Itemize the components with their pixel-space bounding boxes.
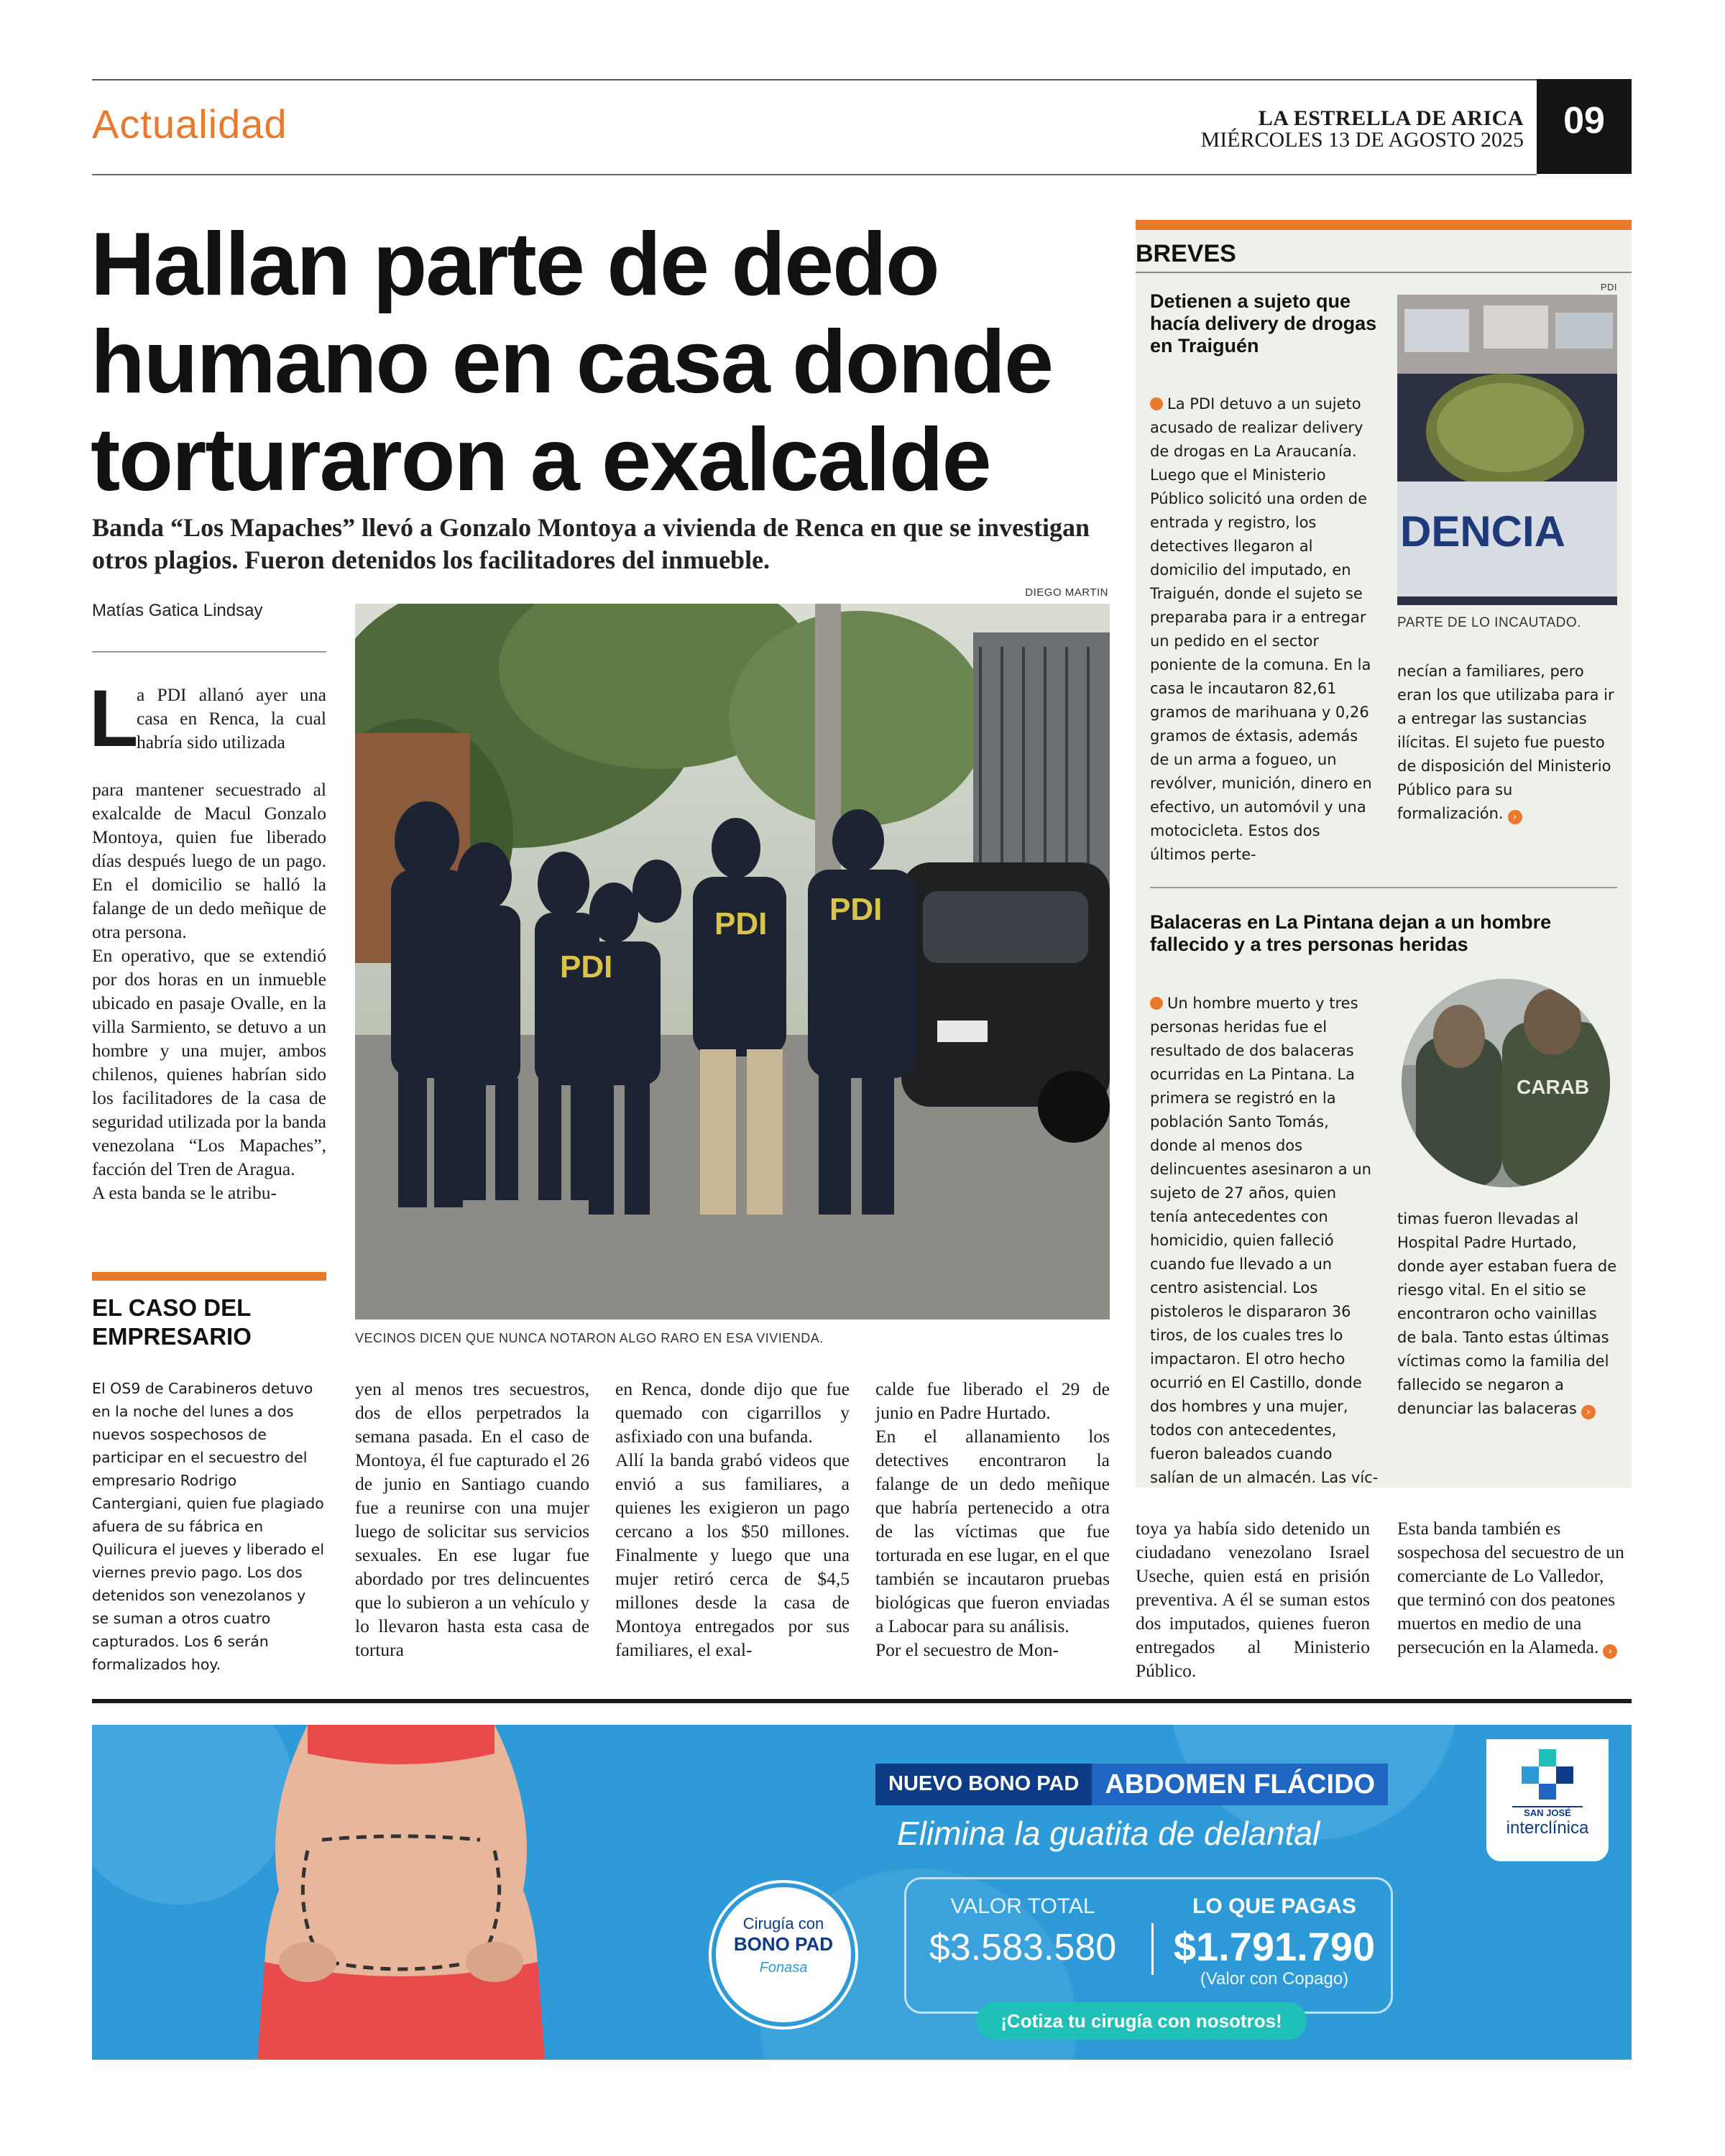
photo-credit: DIEGO MARTIN xyxy=(1025,586,1108,599)
body-col-4: calde fue liberado el 29 de junio en Padre Hurtado. En el allanamiento los detectives encontraron la falange de un dedo meñique que habría pertenecido a otra de las víctimas que fue torturada en ese lugar, en el que también se incautaron pruebas biológicas que fueron enviadas a Labocar para su análisis. Por el secuestro de Mon- xyxy=(875,1378,1110,1660)
total-value: $3.583.580 xyxy=(929,1927,1117,1968)
pay-value: $1.791.790 xyxy=(1173,1924,1376,1969)
circle-end-icon: › xyxy=(1603,1644,1617,1659)
fonasa-logo: Fonasa xyxy=(759,1960,808,1976)
brief-2-text-a: Un hombre muerto y tres personas heridas fue el resultado de dos balaceras ocurridas en La Pintana. La primera se registró en la población Santo Tomás, donde al menos dos delincuentes asesinaron a un sujeto de 27 años, quien tenía antecedentes con homicidio, quien falleció cuando fue llevado a un centro asistencial. Los pistoleros le dispararon 36 tiros, de los cuales tres lo impactaron. El otro hecho ocurrió en El Castillo, donde dos hombres y una mujer, todos con antecedentes, fueron baleados cuando salían de un almacén. Las víc- xyxy=(1150,995,1379,1486)
brief-2-headline: Balaceras en La Pintana dejan a un hombre fallecido y a tres personas heridas xyxy=(1150,911,1552,955)
logo-top: SAN JOSÉ xyxy=(1512,1806,1583,1818)
logo-main: interclínica xyxy=(1506,1818,1589,1838)
brief-1-text-b-wrap xyxy=(1397,660,1617,826)
brief-1-text-a: La PDI detuvo a un sujeto acusado de realizar delivery de drogas en La Araucanía. Luego que el Ministerio Público solicitó una orden de entrada y registro, los detectives llegaron al domicilio del imputado, en Traiguén, donde el sujeto se preparaba para ir a entregar un pedido en el sector poniente de la comuna. En la casa le incautaron 82,61 gramos de marihuana y 0,26 gramos de éxtasis, además de un arma a fogueo, un revólver, munición, dinero en efectivo, un automóvil y una motocicleta. Estos dos últimos perte- xyxy=(1150,395,1372,863)
evidence-word: DENCIA xyxy=(1400,507,1566,556)
brief-2-photo xyxy=(1402,979,1610,1187)
headline-line-2: humano en casa donde xyxy=(91,313,1053,412)
pay-note: (Valor con Copago) xyxy=(1200,1969,1349,1989)
circle-end-icon: › xyxy=(1581,1405,1596,1419)
body-col-6-wrap xyxy=(1397,1516,1632,1659)
brief-1-photo-caption: PARTE DE LO INCAUTADO. xyxy=(1397,615,1581,630)
brief-2-text-b: timas fueron llevadas al Hospital Padre Hurtado, donde ayer estaban fuera de riesgo vital. En el sitio se encontraron ocho vainillas de bala. Tanto estas últimas víctimas como la familia del fallecido se negaron a denunciar las balaceras xyxy=(1397,1210,1617,1417)
pay-label: LO QUE PAGAS xyxy=(1192,1894,1356,1918)
ad-tagline: Elimina la guatita de delantal xyxy=(897,1815,1320,1852)
sidebar-title xyxy=(92,1294,252,1351)
circle-end-icon: › xyxy=(1508,810,1522,824)
breves-title: BREVES xyxy=(1136,240,1236,267)
photo-caption: VECINOS DICEN QUE NUNCA NOTARON ALGO RARO EN ESA VIVIENDA. xyxy=(355,1331,824,1345)
badge-abdomen: ABDOMEN FLÁCIDO xyxy=(1092,1764,1388,1805)
circle-line-1: Cirugía con xyxy=(742,1915,824,1932)
badge-nuevo: NUEVO BONO PAD xyxy=(875,1764,1092,1805)
newspaper-name: LA ESTRELLA DE ARICA xyxy=(1258,106,1524,130)
vest-label: PDI xyxy=(829,892,883,927)
price-divider xyxy=(1151,1923,1154,1975)
cta-button[interactable]: ¡Cotiza tu cirugía con nosotros! xyxy=(976,2002,1307,2040)
deck: Banda “Los Mapaches” llevó a Gonzalo Montoya a vivienda de Renca en que se investigan otros plagios. Fueron detenidos los facilitadores del inmueble. xyxy=(92,513,1090,574)
ad-background xyxy=(92,1725,1632,2060)
headline xyxy=(91,216,1126,509)
interclinica-logo xyxy=(1486,1739,1609,1861)
sidebar-title-1: EL CASO DEL xyxy=(92,1294,252,1321)
headline-line-1: Hallan parte de dedo xyxy=(91,215,939,314)
brief-1-photo-credit: PDI xyxy=(1600,282,1617,292)
brief-2-text-b-wrap xyxy=(1397,1207,1617,1421)
uniform-label: CARAB xyxy=(1517,1076,1590,1098)
body-col-5: toya ya había sido detenido un ciudadano venezolano Israel Useche, quien está en prisión preventiva. A él se suman estos dos imputados, quienes fueron entregados al Ministerio Público. xyxy=(1136,1518,1370,1681)
issue-date: MIÉRCOLES 13 DE AGOSTO 2025 xyxy=(1200,128,1524,152)
circle-line-2: BONO PAD xyxy=(733,1933,834,1955)
vest-label: PDI xyxy=(714,906,768,941)
body-col-6: Esta banda también es sospechosa del secuestro de un comerciante de Lo Valledor, que terminó con dos peatones muertos en medio de una persecución en la Alameda. xyxy=(1397,1518,1624,1657)
byline: Matías Gatica Lindsay xyxy=(92,601,263,620)
body-col-2: yen al menos tres secuestros, dos de ellos perpetrados la semana pasada. En el caso de Montoya, él fue capturado el 26 de junio en Santiago cuando fue a reunirse con una mujer luego de solicitar sus servicios sexuales. En ese lugar fue abordado por tres delincuentes que lo subieron a un vehículo y lo llevaron hasta esta casa de tortura xyxy=(355,1378,589,1660)
bullet-icon xyxy=(1150,397,1163,410)
vest-label: PDI xyxy=(560,949,613,985)
carabineros-photo xyxy=(1402,979,1610,1187)
headline-line-3: torturaron a exalcalde xyxy=(91,410,990,510)
lead-body: para mantener secuestrado al exalcalde de Macul Gonzalo Montoya, quien fue liberado días después luego de un pago. En el domicilio se halló la falange de un dedo meñique de otra persona. En operativo, que se extendió por dos horas en un inmueble ubicado en pasaje Ovalle, en la villa Sarmiento, se detuvo a un hombre y una mujer, ambos chilenos, quienes habrían sido los facilitadores de la casa de seguridad utilizada por la banda venezolana “Los Mapaches”, facción del Tren de Aragua. A esta banda se le atribu- xyxy=(92,779,326,1203)
body-col-3: en Renca, donde dijo que fue quemado con cigarrillos y asfixiado con una bufanda. Allí la banda grabó videos que envió a sus familiares, a quienes les exigieron un pago cercano a los $50 millones. Finalmente y luego que una mujer retiró cerca de $4,5 millones desde la casa de Montoya entregados por sus familiares, el exal- xyxy=(615,1378,850,1660)
lead-first: a PDI allanó ayer una casa en Renca, la cual habría sido utilizada xyxy=(137,684,326,752)
police-raid-photo xyxy=(355,604,1110,1319)
bullet-icon xyxy=(1150,997,1163,1010)
total-label: VALOR TOTAL xyxy=(950,1894,1095,1918)
main-photo xyxy=(355,604,1110,1319)
brief-1-photo xyxy=(1397,295,1617,605)
sidebar-text: El OS9 de Carabineros detuvo en la noche del lunes a dos nuevos sospechosos de participar en el secuestro del empresario Rodrigo Cantergiani, quien fue plagiado afuera de su fábrica en Quilicura el jueves y liberado el viernes previo pago. Los dos detenidos son venezolanos y se suman a otros cuatro capturados. Los 6 serán formalizados hoy. xyxy=(92,1380,325,1673)
bono-pad-circle xyxy=(712,1883,855,2027)
brief-2-text-a-wrap xyxy=(1150,992,1379,1490)
page-number: 09 xyxy=(1563,100,1605,142)
cross-logo-icon xyxy=(1519,1749,1576,1800)
brief-1-text-b: necían a familiares, pero eran los que utilizaba para ir a entregar las sustancias ilícitas. El sujeto fue puesto de disposición del Ministerio Público para su formalización. xyxy=(1397,663,1614,822)
ad-banner[interactable] xyxy=(92,1725,1632,2060)
sidebar-title-2: EMPRESARIO xyxy=(92,1323,252,1350)
drugs-evidence-photo xyxy=(1397,295,1617,605)
section-label: Actualidad xyxy=(92,101,288,147)
brief-1-headline: Detienen a sujeto que hacía delivery de drogas en Traiguén xyxy=(1150,290,1377,356)
brief-1-text-a-wrap xyxy=(1150,392,1379,867)
drop-cap: L xyxy=(89,673,139,763)
badge-row xyxy=(875,1764,1388,1805)
